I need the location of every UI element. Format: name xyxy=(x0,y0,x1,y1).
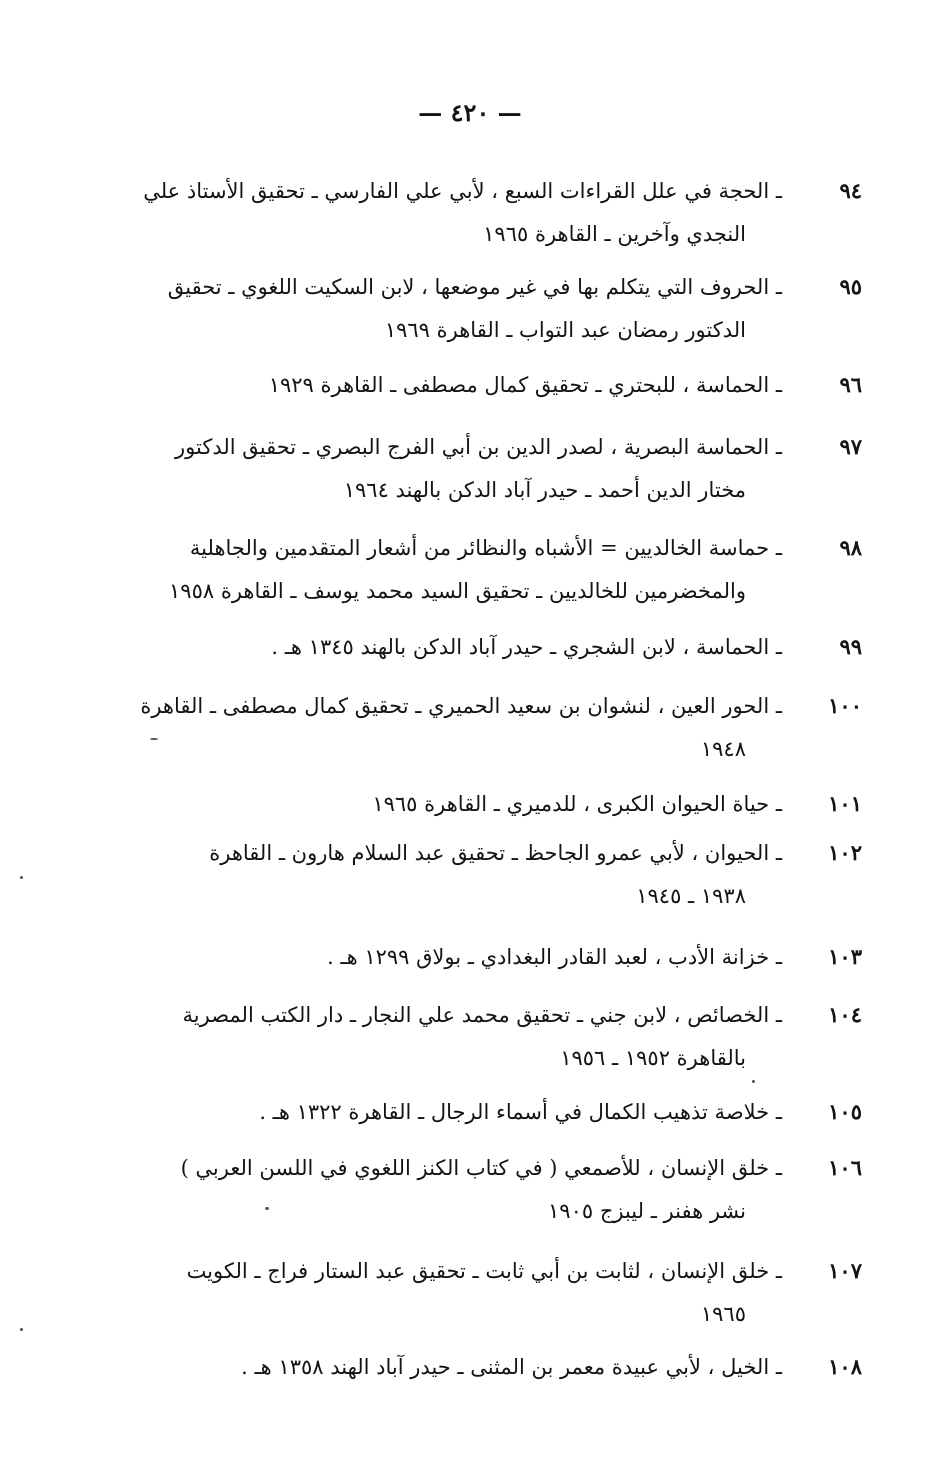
scan-speck xyxy=(752,1080,755,1083)
entry-number: ٩٧ xyxy=(839,434,862,459)
entry-text: ـ خزانة الأدب ، لعبد القادر البغدادي ـ بولاق ١٢٩٩ هـ . xyxy=(327,945,782,969)
bibliography-entry xyxy=(80,789,862,819)
entry-text: ـ الحور العين ، لنشوان بن سعيد الحميري ـ تحقيق كمال مصطفى ـ القاهرة xyxy=(140,694,782,718)
bibliography-entry xyxy=(80,1256,862,1329)
bibliography-entry xyxy=(80,1097,862,1127)
scan-speck xyxy=(150,738,158,740)
entry-number: ٩٨ xyxy=(839,535,862,560)
bibliography-entry xyxy=(80,942,862,972)
entry-text-continued: والمخضرمين للخالديين ـ تحقيق السيد محمد يوسف ـ القاهرة ١٩٥٨ xyxy=(169,579,746,603)
entry-text: ـ الحماسة ، لابن الشجري ـ حيدر آباد الدكن بالهند ١٣٤٥ هـ . xyxy=(271,635,782,659)
entry-text-continued: النجدي وآخرين ـ القاهرة ١٩٦٥ xyxy=(483,222,746,246)
entry-text: ـ الحيوان ، لأبي عمرو الجاحظ ـ تحقيق عبد السلام هارون ـ القاهرة xyxy=(209,841,782,865)
entry-text-continued: ١٩٦٥ xyxy=(700,1302,746,1326)
entry-number: ١٠٠ xyxy=(828,693,862,718)
entry-number: ٩٥ xyxy=(839,274,862,299)
entry-text-continued: مختار الدين أحمد ـ حيدر آباد الدكن بالهند ١٩٦٤ xyxy=(343,478,746,502)
page-number: — ٤٢٠ — xyxy=(418,98,522,127)
bibliography-entry xyxy=(80,1153,862,1226)
entry-text: ـ الحروف التي يتكلم بها في غير موضعها ، لابن السكيت اللغوي ـ تحقيق xyxy=(167,275,782,299)
entry-text: ـ حياة الحيوان الكبرى ، للدميري ـ القاهرة ١٩٦٥ xyxy=(372,792,782,816)
bibliography-entry xyxy=(80,176,862,249)
entry-text: ـ حماسة الخالديين = الأشباه والنظائر من أشعار المتقدمين والجاهلية xyxy=(189,536,782,560)
bibliography-entry xyxy=(80,632,862,662)
bibliography-entry xyxy=(80,432,862,505)
bibliography-entry xyxy=(80,838,862,911)
entry-text-continued: بالقاهرة ١٩٥٢ ـ ١٩٥٦ xyxy=(560,1046,746,1070)
entry-number: ١٠٧ xyxy=(828,1258,862,1283)
entry-text: ـ الخيل ، لأبي عبيدة معمر بن المثنى ـ حيدر آباد الهند ١٣٥٨ هـ . xyxy=(241,1355,782,1379)
entry-text: ـ الحجة في علل القراءات السبع ، لأبي علي الفارسي ـ تحقيق الأستاذ علي xyxy=(143,179,782,203)
bibliography-entry xyxy=(80,370,862,400)
entry-text: ـ الحماسة البصرية ، لصدر الدين بن أبي الفرج البصري ـ تحقيق الدكتور xyxy=(175,435,782,459)
bibliography-entry xyxy=(80,1352,862,1382)
entry-text-continued: ١٩٣٨ ـ ١٩٤٥ xyxy=(636,884,746,908)
entry-number: ١٠٦ xyxy=(828,1155,862,1180)
entry-number: ٩٦ xyxy=(839,372,862,397)
entry-text: ـ الحماسة ، للبحتري ـ تحقيق كمال مصطفى ـ القاهرة ١٩٢٩ xyxy=(268,373,782,397)
entry-number: ١٠٨ xyxy=(828,1354,862,1379)
scan-speck xyxy=(265,1207,269,1210)
entry-number: ٩٤ xyxy=(839,178,862,203)
bibliography-entry xyxy=(80,1000,862,1073)
scan-speck xyxy=(20,876,23,879)
entry-number: ١٠٣ xyxy=(828,944,862,969)
entry-text-continued: الدكتور رمضان عبد التواب ـ القاهرة ١٩٦٩ xyxy=(384,318,746,342)
entry-text-continued: ١٩٤٨ xyxy=(700,737,746,761)
entry-number: ١٠٥ xyxy=(828,1099,862,1124)
entry-text: ـ خلق الإنسان ، للأصمعي ( في كتاب الكنز اللغوي في اللسن العربي ) xyxy=(180,1156,782,1180)
bibliography-entry xyxy=(80,691,862,764)
entry-number: ١٠٢ xyxy=(828,840,862,865)
scan-speck xyxy=(20,1328,23,1331)
entry-text: ـ خلاصة تذهيب الكمال في أسماء الرجال ـ القاهرة ١٣٢٢ هـ . xyxy=(259,1100,782,1124)
entry-text: ـ الخصائص ، لابن جني ـ تحقيق محمد علي النجار ـ دار الكتب المصرية xyxy=(182,1003,782,1027)
entry-text-continued: نشر هفنر ـ ليبزج ١٩٠٥ xyxy=(548,1199,746,1223)
bibliography-entry xyxy=(80,272,862,345)
entry-number: ٩٩ xyxy=(839,634,862,659)
entry-number: ١٠٤ xyxy=(828,1002,862,1027)
bibliography-entry xyxy=(80,533,862,606)
entry-text: ـ خلق الإنسان ، لثابت بن أبي ثابت ـ تحقيق عبد الستار فراج ـ الكويت xyxy=(186,1259,782,1283)
entry-number: ١٠١ xyxy=(828,791,862,816)
